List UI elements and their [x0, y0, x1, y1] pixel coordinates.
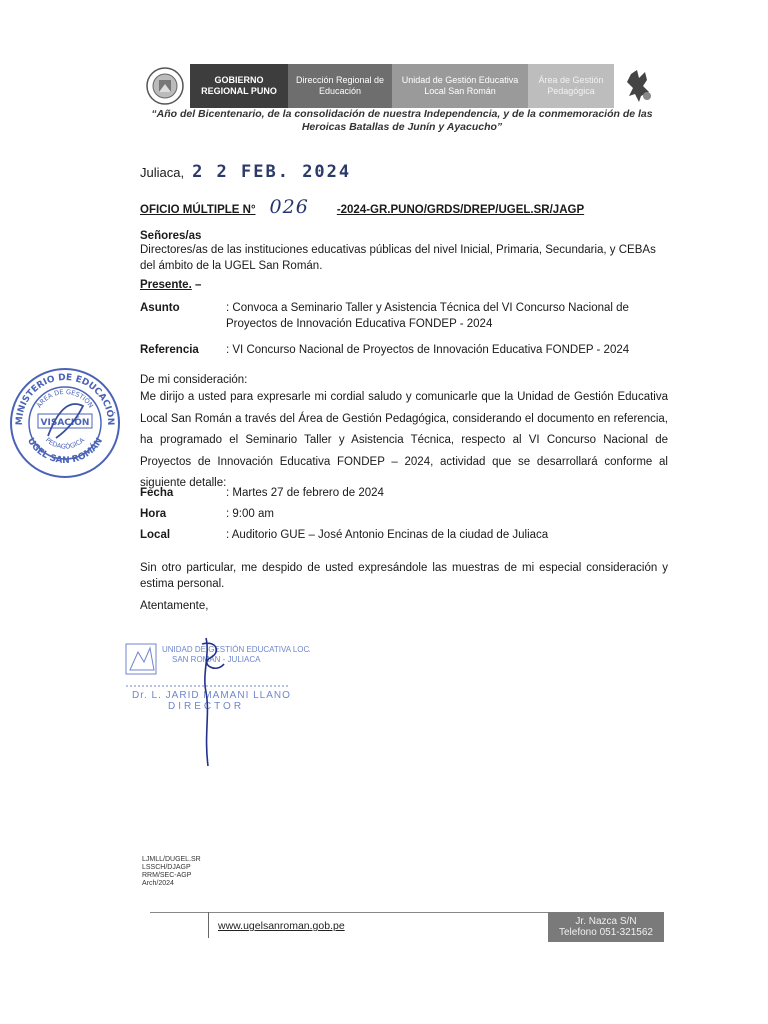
reference-line: Arch/2024	[142, 880, 174, 887]
referencia-row	[140, 342, 670, 358]
visa-stamp	[8, 366, 122, 480]
farewell: Atentamente,	[140, 600, 209, 612]
banner-direccion-regional: Dirección Regional de Educación	[288, 64, 392, 108]
signature-stamp	[120, 634, 310, 774]
reference-line: RRM/SEC-AGP	[142, 872, 192, 879]
detail-value: : Auditorio GUE – José Antonio Encinas de la ciudad de Juliaca	[226, 529, 549, 541]
header-banner	[140, 64, 664, 108]
asunto-label: Asunto	[140, 302, 180, 314]
date-line	[140, 162, 351, 182]
footer-address: Jr. Nazca S/N	[575, 916, 637, 927]
referencia-label: Referencia	[140, 344, 199, 356]
recipients-title: Señores/as	[140, 230, 202, 242]
reference-line: LSSCH/DJAGP	[142, 864, 191, 871]
regional-seal-icon	[140, 64, 190, 108]
reference-line: LJMLL/DUGEL.SR	[142, 856, 201, 863]
presente-label: Presente.	[140, 279, 192, 291]
referencia-value: : VI Concurso Nacional de Proyectos de Innovación Educativa FONDEP - 2024	[226, 344, 630, 356]
ugel-crest-icon	[614, 64, 664, 108]
footer-contact	[548, 912, 664, 942]
svg-text:PEDAGÓGICA	[44, 436, 86, 451]
recipients-text: Directores/as de las instituciones educativas públicas del nivel Inicial, Primaria, Secundaria, y CEBAs del ámbito de la UGEL San Román.	[140, 244, 656, 272]
detail-value: : Martes 27 de febrero de 2024	[226, 487, 384, 499]
footer-divider-tick	[208, 912, 209, 938]
svg-text:UGEL SAN ROMÁN	[25, 436, 105, 466]
svg-text:ÁREA DE GESTIÓN	[34, 388, 95, 410]
date-stamp: 2 2 FEB. 2024	[192, 162, 352, 182]
asunto-row	[140, 300, 670, 332]
detail-label: Hora	[140, 508, 167, 520]
greeting: De mi consideración:	[140, 374, 248, 386]
stamp-center-text: VISACIÓN	[40, 418, 90, 428]
closing-paragraph: Sin otro particular, me despido de usted expresándole las muestras de mi especial consideración y estima personal.	[140, 562, 668, 590]
oficio-header	[140, 196, 670, 218]
stamp-outer-bottom: UGEL SAN ROMÁN	[24, 436, 106, 466]
presente-suffix: –	[191, 279, 202, 291]
body-paragraph: Me dirijo a usted para expresarle mi cordial saludo y comunicarle que la Unidad de Gestión Educativa Local San Román a través del Área de Gestión Pedagógica, considerando el documento en referencia, ha programado el Seminario Taller y Asistencia Técnica, respecto al VI Concurso Nacional de Proyectos de Innovación Educativa FONDEP – 2024, actividad que se desarrollará conforme al siguiente detalle:	[140, 391, 668, 489]
stamp-inner-top: ÁREA DE GESTIÓN	[35, 387, 95, 410]
presente-line	[140, 277, 201, 293]
year-motto: “Año del Bicentenario, de la consolidación de nuestra Independencia, y de la conmemoración de las Heroicas Batallas de Junín y Ayacucho”	[151, 108, 653, 133]
detail-label: Fecha	[140, 487, 174, 499]
oficio-label: OFICIO MÚLTIPLE N°	[140, 204, 256, 216]
oficio-number: 026	[269, 196, 309, 218]
city-label: Juliaca,	[140, 165, 185, 180]
website-link[interactable]: www.ugelsanroman.gob.pe	[218, 920, 345, 932]
detail-label: Local	[140, 529, 171, 541]
sig-unit-line2: SAN ROMÁN - JULIACA	[172, 655, 261, 664]
stamp-outer-text: MINISTERIO DE EDUCACIÓN	[14, 372, 116, 426]
banner-gobierno-regional: GOBIERNO REGIONAL PUNO	[190, 64, 288, 108]
banner-ugel: Unidad de Gestión Educativa Local San Román	[392, 64, 528, 108]
detail-row-fecha	[140, 483, 670, 503]
detail-row-hora	[140, 504, 670, 524]
sig-unit-line1: UNIDAD DE GESTIÓN EDUCATIVA LOCAL	[162, 645, 310, 654]
footer-phone: Telefono 051-321562	[559, 927, 653, 938]
reference-initials	[142, 856, 201, 888]
sig-role: DIRECTOR	[168, 701, 245, 712]
oficio-code: -2024-GR.PUNO/GRDS/DREP/UGEL.SR/JAGP	[336, 204, 585, 216]
detail-value: : 9:00 am	[226, 508, 274, 520]
asunto-value: : Convoca a Seminario Taller y Asistencia Técnica del VI Concurso Nacional de Proyectos de Innovación Educativa FONDEP - 2024	[226, 302, 629, 330]
detail-row-local	[140, 525, 670, 545]
sig-name: Dr. L. JARID MAMANI LLANO	[132, 690, 291, 701]
banner-area-gestion: Área de Gestión Pedagógica	[528, 64, 614, 108]
stamp-inner-bottom: PEDAGÓGICA	[43, 435, 87, 451]
ugel-emblem-icon	[126, 644, 156, 674]
